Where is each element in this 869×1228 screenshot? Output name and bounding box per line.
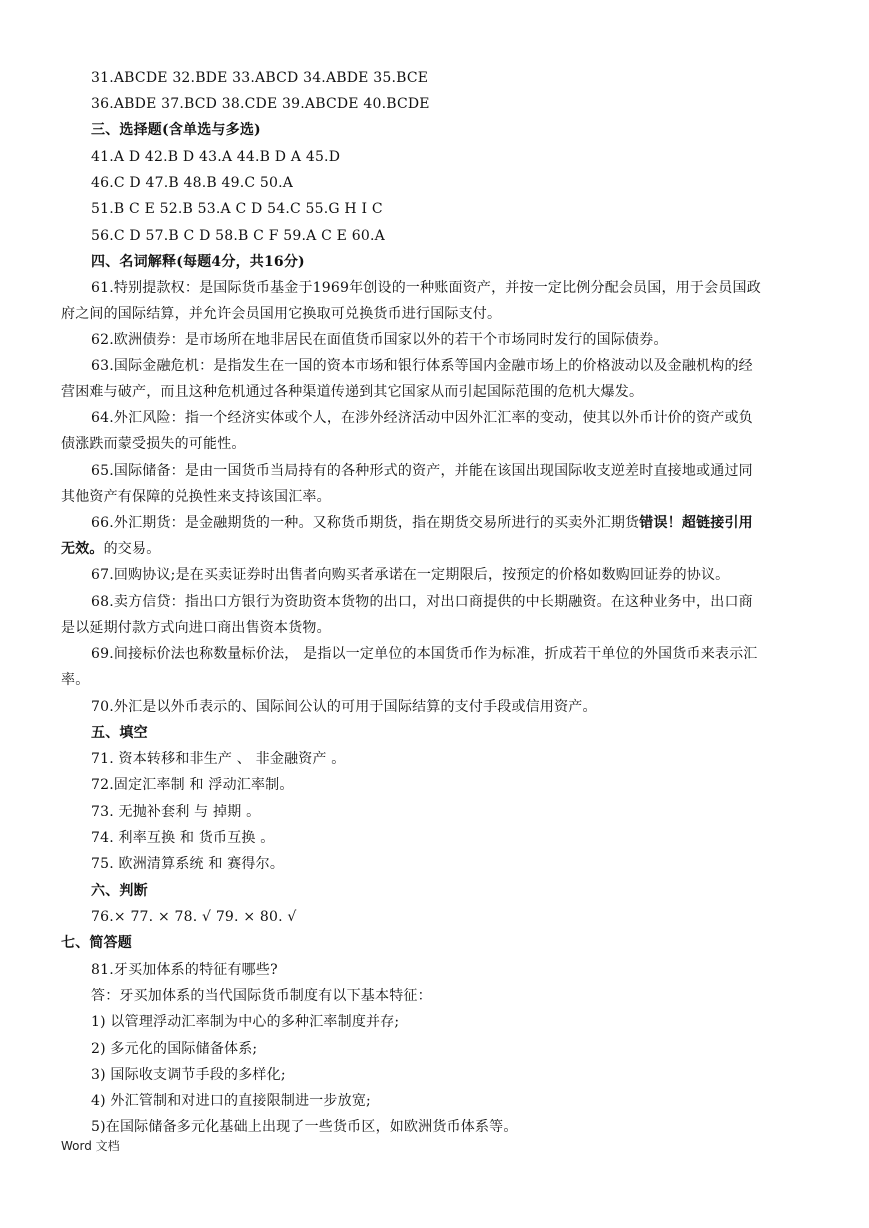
answer-row: 46.C D 47.B 48.B 49.C 50.A xyxy=(91,175,294,191)
definition-line: 61.特别提款权：是国际货币基金于1969年创设的一种账面资产，并按一定比例分配会员国，用于会员国政 xyxy=(91,280,761,296)
judgment-answers: 76.× 77. × 78. √ 79. × 80. √ xyxy=(91,909,297,925)
definition-text: 66.外汇期货：是金融期货的一种。又称货币期货，指在期货交易所进行的买卖外汇期货 xyxy=(91,515,640,531)
definition-line xyxy=(0,539,869,559)
broken-link-error: 错误！超链接引用 xyxy=(639,515,753,531)
section-heading: 三、选择题(含单选与多选) xyxy=(91,122,261,138)
broken-link-error: 无效。 xyxy=(61,541,104,557)
section-heading: 七、简答题 xyxy=(61,935,132,951)
definition-line: 64.外汇风险：指一个经济实体或个人，在涉外经济活动中因外汇汇率的变动，使其以外币计价的资产或负 xyxy=(91,410,753,426)
answer-row: 51.B C E 52.B 53.A C D 54.C 55.G H I C xyxy=(91,201,383,217)
answer-row: 41.A D 42.B D 43.A 44.B D A 45.D xyxy=(91,149,341,165)
definition-line: 是以延期付款方式向进口商出售资本货物。 xyxy=(61,620,331,636)
answer-point: 4) 外汇管制和对进口的直接限制进一步放宽; xyxy=(91,1093,371,1109)
fill-blank-answer: 74. 利率互换 和 货币互换 。 xyxy=(91,830,275,846)
section-heading: 四、名词解释(每题4分，共16分) xyxy=(91,254,305,270)
definition-line: 65.国际储备：是由一国货币当局持有的各种形式的资产，并能在该国出现国际收支逆差时直接地或通过同 xyxy=(91,463,753,479)
definition-line: 68.卖方信贷：指出口方银行为资助资本货物的出口，对出口商提供的中长期融资。在这种业务中，出口商 xyxy=(91,594,753,610)
fill-blank-answer: 71. 资本转移和非生产 、 非金融资产 。 xyxy=(91,751,346,767)
fill-blank-answer: 72.固定汇率制 和 浮动汇率制。 xyxy=(91,777,294,793)
answer-point: 5)在国际储备多元化基础上出现了一些货币区，如欧洲货币体系等。 xyxy=(91,1119,518,1135)
definition-line xyxy=(0,513,869,533)
definition-line: 营困难与破产，而且这种危机通过各种渠道传递到其它国家从而引起国际范围的危机大爆发。 xyxy=(61,384,644,400)
definition-line: 69.间接标价法也称数量标价法， 是指以一定单位的本国货币作为标准，折成若干单位的外国货币来表示汇 xyxy=(91,646,758,662)
section-heading: 五、填空 xyxy=(91,725,148,741)
definition-line: 70.外汇是以外币表示的、国际间公认的可用于国际结算的支付手段或信用资产。 xyxy=(91,699,597,715)
definition-line: 67.回购协议;是在买卖证券时出售者向购买者承诺在一定期限后，按预定的价格如数购回证券的协议。 xyxy=(91,567,730,583)
definition-line: 其他资产有保障的兑换性来支持该国汇率。 xyxy=(61,489,331,505)
definition-line: 府之间的国际结算，并允许会员国用它换取可兑换货币进行国际支付。 xyxy=(61,306,502,322)
section-heading: 六、判断 xyxy=(91,883,148,899)
answer-row: 56.C D 57.B C D 58.B C F 59.A C E 60.A xyxy=(91,228,385,244)
answer-point: 2) 多元化的国际储备体系; xyxy=(91,1041,258,1057)
question-text: 81.牙买加体系的特征有哪些? xyxy=(91,962,278,978)
definition-line: 62.欧洲债券：是市场所在地非居民在面值货币国家以外的若干个市场同时发行的国际债券。 xyxy=(91,332,668,348)
answer-point: 3) 国际收支调节手段的多样化; xyxy=(91,1067,286,1083)
page-footer: Word 文档 xyxy=(61,1139,120,1153)
definition-line: 63.国际金融危机：是指发生在一国的资本市场和银行体系等国内金融市场上的价格波动以及金融机构的经 xyxy=(91,358,753,374)
answer-row: 31.ABCDE 32.BDE 33.ABCD 34.ABDE 35.BCE xyxy=(91,70,429,86)
fill-blank-answer: 75. 欧洲清算系统 和 赛得尔。 xyxy=(91,856,285,872)
definition-line: 率。 xyxy=(61,672,90,688)
definition-text: 的交易。 xyxy=(103,541,161,557)
answer-text: 答：牙买加体系的当代国际货币制度有以下基本特征： xyxy=(91,988,432,1004)
fill-blank-answer: 73. 无抛补套利 与 掉期 。 xyxy=(91,804,261,820)
definition-line: 债涨跌而蒙受损失的可能性。 xyxy=(61,436,246,452)
answer-point: 1) 以管理浮动汇率制为中心的多种汇率制度并存; xyxy=(91,1014,400,1030)
answer-row: 36.ABDE 37.BCD 38.CDE 39.ABCDE 40.BCDE xyxy=(91,96,430,112)
